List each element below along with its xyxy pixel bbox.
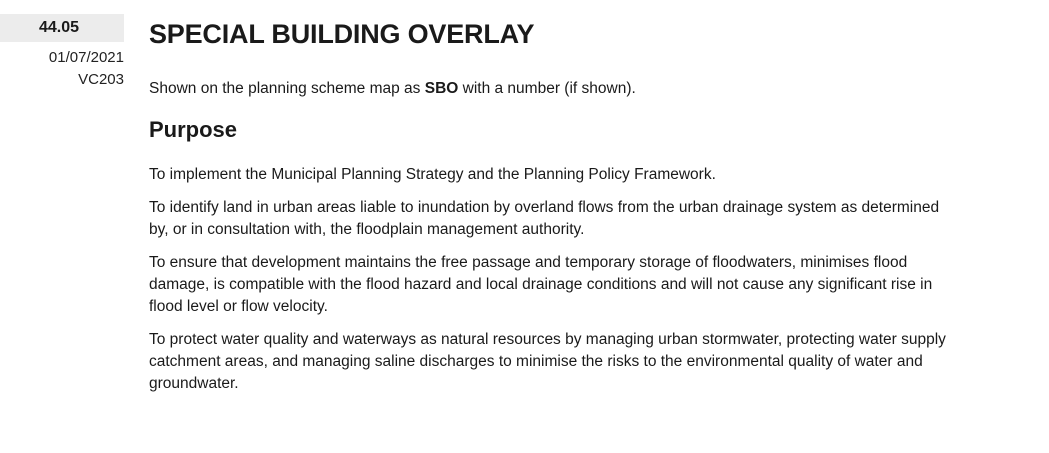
map-note-prefix: Shown on the planning scheme map as xyxy=(149,80,425,97)
purpose-paragraph: To ensure that development maintains the free passage and temporary storage of floodwaters, minimises flood damage, is compatible with the flood hazard and local drainage conditions and will not cause any significant rise in flood level or flow velocity. xyxy=(149,254,933,315)
overlay-code: SBO xyxy=(424,80,459,97)
page-title: SPECIAL BUILDING OVERLAY xyxy=(149,19,535,49)
purpose-paragraph: To identify land in urban areas liable to inundation by overland flows from the urban drainage system as determined by, or in consultation with, the floodplain management authority. xyxy=(149,199,940,238)
map-note xyxy=(149,78,949,100)
purpose-paragraph: To implement the Municipal Planning Strategy and the Planning Policy Framework. xyxy=(149,166,716,183)
map-note-suffix: with a number (if shown). xyxy=(458,80,636,97)
clause-sidebar xyxy=(0,14,124,91)
clause-number: 44.05 xyxy=(0,14,124,42)
clause-meta xyxy=(0,47,124,91)
clause-date: 01/07/2021 xyxy=(48,49,124,66)
clause-content xyxy=(149,14,949,395)
purpose-paragraph: To protect water quality and waterways as natural resources by managing urban stormwater, protecting water supply catchment areas, and managing saline discharges to minimise the risks to the environmental quality of water and groundwater. xyxy=(149,331,946,392)
amendment-code: VC203 xyxy=(78,71,124,88)
purpose-heading: Purpose xyxy=(149,117,238,142)
